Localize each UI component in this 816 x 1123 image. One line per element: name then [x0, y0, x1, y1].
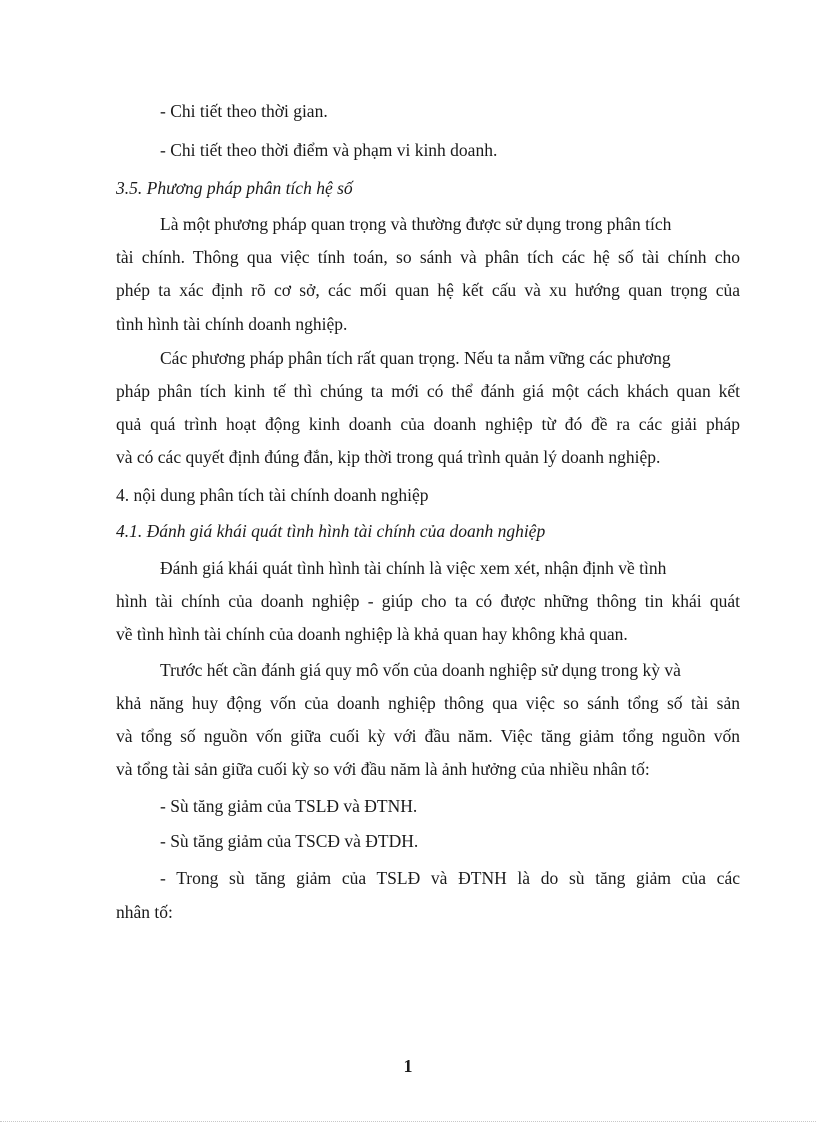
paragraph-line: quả quá trình hoạt động kinh doanh của doanh nghiệp từ đó đề ra các giải pháp: [116, 414, 740, 434]
section-heading-3-5: 3.5. Phương pháp phân tích hệ số: [116, 178, 353, 198]
paragraph-line: Đánh giá khái quát tình hình tài chính là việc xem xét, nhận định về tình: [160, 558, 667, 578]
paragraph-line: nhân tố:: [116, 902, 173, 922]
paragraph-line: khả năng huy động vốn của doanh nghiệp thông qua việc so sánh tổng số tài sản: [116, 693, 740, 713]
paragraph-line: pháp phân tích kinh tế thì chúng ta mới có thể đánh giá một cách khách quan kết: [116, 381, 740, 401]
paragraph-line: và có các quyết định đúng đắn, kịp thời trong quá trình quản lý doanh nghiệp.: [116, 447, 661, 467]
paragraph-line: phép ta xác định rõ cơ sở, các mối quan hệ kết cấu và xu hướng quan trọng của: [116, 280, 740, 300]
paragraph-line: Các phương pháp phân tích rất quan trọng. Nếu ta nắm vững các phương: [160, 348, 671, 368]
paragraph-line: tình hình tài chính doanh nghiệp.: [116, 314, 348, 334]
paragraph-line: và tổng tài sản giữa cuối kỳ so với đầu năm là ảnh hưởng của nhiều nhân tố:: [116, 759, 650, 779]
paragraph-line: hình tài chính của doanh nghiệp - giúp cho ta có được những thông tin khái quát: [116, 591, 740, 611]
page-number: 1: [403, 1056, 413, 1076]
list-item: - Chi tiết theo thời gian.: [160, 101, 328, 121]
paragraph-line: - Trong sù tăng giảm của TSLĐ và ĐTNH là do sù tăng giảm của các: [160, 868, 740, 888]
list-item: - Sù tăng giảm của TSLĐ và ĐTNH.: [160, 796, 418, 816]
page-footer-divider: [0, 1121, 816, 1122]
paragraph-line: Là một phương pháp quan trọng và thường được sử dụng trong phân tích: [160, 214, 672, 234]
paragraph-line: tài chính. Thông qua việc tính toán, so sánh và phân tích các hệ số tài chính cho: [116, 247, 740, 267]
section-heading-4: 4. nội dung phân tích tài chính doanh nghiệp: [116, 485, 429, 505]
paragraph-line: về tình hình tài chính của doanh nghiệp là khả quan hay không khả quan.: [116, 624, 628, 644]
section-heading-4-1: 4.1. Đánh giá khái quát tình hình tài chính của doanh nghiệp: [116, 521, 546, 541]
paragraph-line: Trước hết cần đánh giá quy mô vốn của doanh nghiệp sử dụng trong kỳ và: [160, 660, 681, 680]
paragraph-line: và tổng số nguồn vốn giữa cuối kỳ với đầu năm. Việc tăng giảm tổng nguồn vốn: [116, 726, 740, 746]
list-item: - Chi tiết theo thời điểm và phạm vi kinh doanh.: [160, 140, 498, 160]
list-item: - Sù tăng giảm của TSCĐ và ĐTDH.: [160, 831, 419, 851]
